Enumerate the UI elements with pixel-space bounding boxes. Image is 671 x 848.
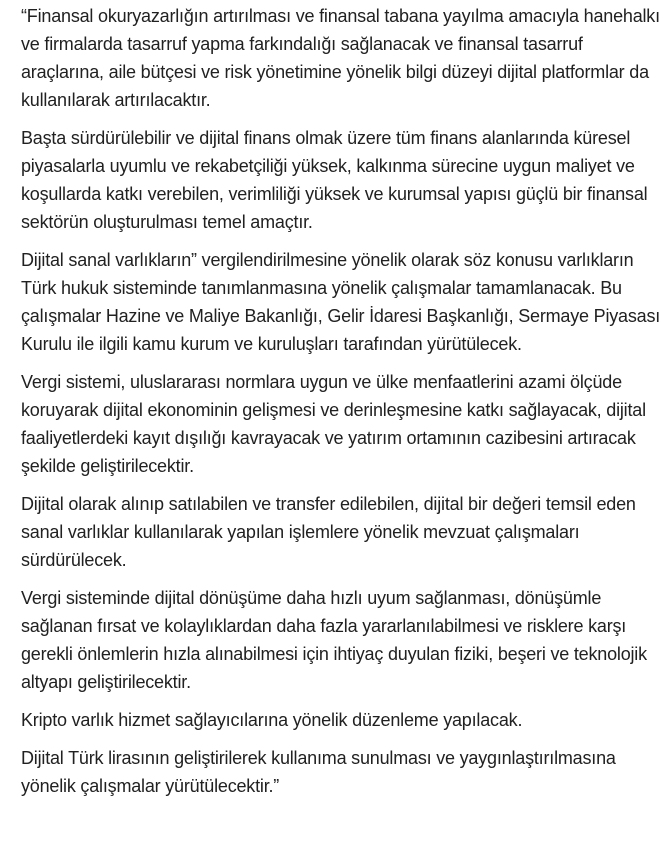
paragraph-virtual-assets-legislation: Dijital olarak alınıp satılabilen ve transfer edilebilen, dijital bir değeri temsil eden sanal varlıklar kullanılarak yapılan işlemlere yönelik mevzuat çalışmaları sürdürülecek. [21,494,636,570]
paragraph-financial-literacy: “Finansal okuryazarlığın artırılması ve finansal tabana yayılma amacıyla hanehalkı ve firmalarda tasarruf yapma farkındalığı sağlanacak ve finansal tasarruf araçlarına, aile bütçesi ve risk yönetimine yönelik bilgi düzeyi dijital platformlar da kullanılarak artırılacaktır. [21,6,660,110]
paragraph-tax-system-infrastructure: Vergi sisteminde dijital dönüşüme daha hızlı uyum sağlanması, dönüşümle sağlanan fırsat ve kolaylıklardan daha fazla yararlanılabilmesi ve risklere karşı gerekli önlemlerin hızla alınabilmesi için ihtiyaç duyulan fiziki, beşeri ve teknolojik altyapı geliştirilecektir. [21,588,647,692]
paragraph-digital-turkish-lira: Dijital Türk lirasının geliştirilerek kullanıma sunulması ve yaygınlaştırılmasına yönelik çalışmalar yürütülecektir.” [21,748,616,796]
paragraph-tax-system-digital-economy: Vergi sistemi, uluslararası normlara uygun ve ülke menfaatlerini azami ölçüde koruyarak dijital ekonominin gelişmesi ve derinleşmesine katkı sağlayacak, dijital faaliyetlerdeki kayıt dışılığı kavrayacak ve yatırım ortamının cazibesini artıracak şekilde geliştirilecektir. [21,372,646,476]
article-body [21,2,663,800]
paragraph-sustainable-digital-finance: Başta sürdürülebilir ve dijital finans olmak üzere tüm finans alanlarında küresel piyasalarla uyumlu ve rekabetçiliği yüksek, kalkınma sürecine uygun maliyet ve koşullarda katkı verebilen, verimliliği yüksek ve kurumsal yapısı güçlü bir finansal sektörün oluşturulması temel amaçtır. [21,128,648,232]
paragraph-crypto-service-providers: Kripto varlık hizmet sağlayıcılarına yönelik düzenleme yapılacak. [21,710,523,730]
paragraph-digital-virtual-assets-taxation: Dijital sanal varlıkların” vergilendirilmesine yönelik olarak söz konusu varlıkların Türk hukuk sisteminde tanımlanmasına yönelik çalışmalar tamamlanacak. Bu çalışmalar Hazine ve Maliye Bakanlığı, Gelir İdaresi Başkanlığı, Sermaye Piyasası Kurulu ile ilgili kamu kurum ve kuruluşları tarafından yürütülecek. [21,250,661,354]
